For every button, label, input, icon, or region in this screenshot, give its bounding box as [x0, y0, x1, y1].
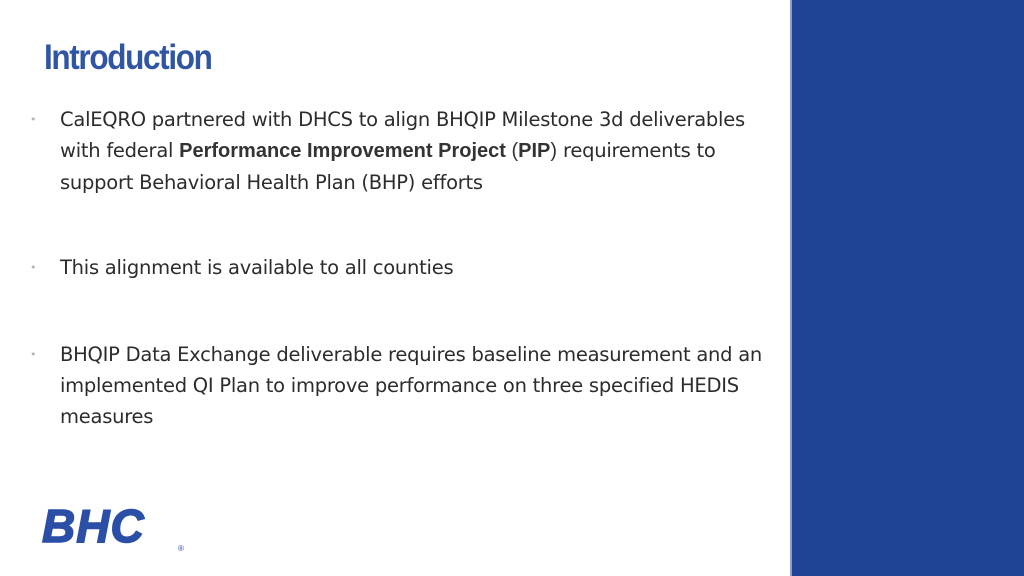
- bhc-logo: [40, 498, 192, 556]
- bullet-item: [28, 104, 788, 198]
- logo-registered-mark: ®: [178, 544, 184, 553]
- bullet-text: CalEQRO partnered with DHCS to align BHQIP Milestone 3d deliverables with federal: [60, 108, 745, 162]
- bullet-item: [28, 339, 788, 432]
- slide-title: Introduction: [44, 38, 212, 77]
- bullet-item: [28, 252, 788, 283]
- bullet-list: [28, 104, 788, 432]
- bullet-emphasis-pip: PIP: [518, 140, 551, 162]
- bullet-emphasis: Performance Improvement Project: [179, 140, 506, 162]
- bullet-paren-open: (: [505, 140, 519, 162]
- side-accent-panel: [790, 0, 1024, 576]
- logo-wordmark: BHC: [42, 500, 145, 552]
- bullet-marker: •: [30, 113, 37, 126]
- bullet-marker: •: [30, 348, 37, 361]
- bullet-text: BHQIP Data Exchange deliverable requires baseline measurement and an implemented QI Plan to improve performance on three specified HEDIS measures: [60, 343, 763, 428]
- bullet-paren-close: ): [550, 140, 558, 162]
- bullet-text: This alignment is available to all counties: [60, 256, 454, 279]
- bullet-marker: •: [30, 261, 37, 274]
- bullet-text-after: requirements to support Behavioral Health Plan (BHP) efforts: [60, 139, 716, 194]
